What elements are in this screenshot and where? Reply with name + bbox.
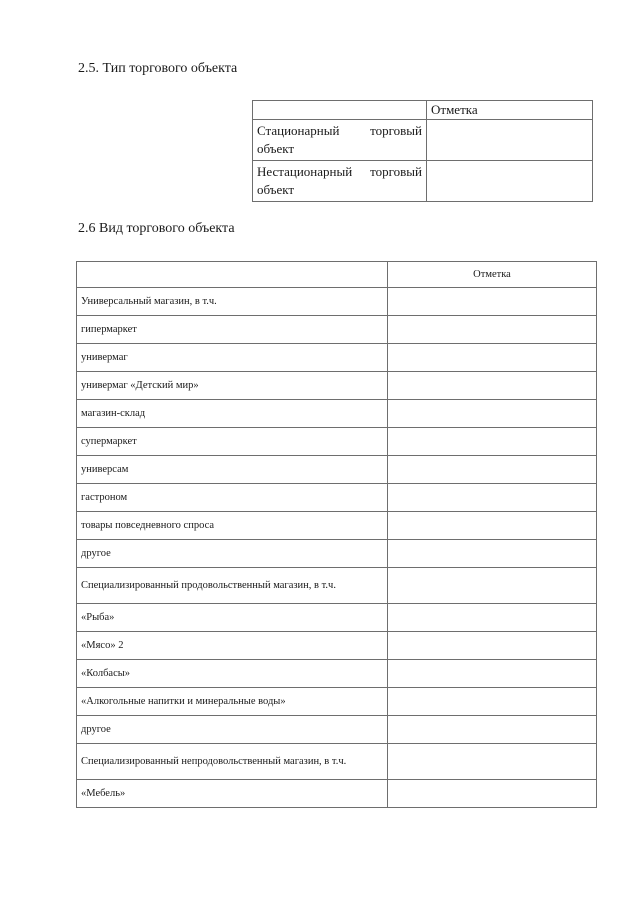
row-label: «Мясо» 2 bbox=[77, 632, 388, 660]
table-row bbox=[77, 288, 597, 316]
row-label: универсам bbox=[77, 456, 388, 484]
table-row bbox=[77, 688, 597, 716]
table-row bbox=[77, 716, 597, 744]
mark-cell[interactable] bbox=[388, 484, 597, 512]
mark-cell[interactable] bbox=[388, 716, 597, 744]
mark-cell[interactable] bbox=[388, 512, 597, 540]
table-row bbox=[77, 372, 597, 400]
mark-cell[interactable] bbox=[388, 456, 597, 484]
mark-cell[interactable] bbox=[427, 120, 593, 161]
row-label: Универсальный магазин, в т.ч. bbox=[77, 288, 388, 316]
mark-cell[interactable] bbox=[388, 780, 597, 808]
row-label: универмаг «Детский мир» bbox=[77, 372, 388, 400]
row-label: Специализированный непродовольственный магазин, в т.ч. bbox=[77, 744, 388, 780]
mark-cell[interactable] bbox=[388, 400, 597, 428]
table-row bbox=[77, 660, 597, 688]
table-row bbox=[253, 120, 593, 161]
row-label: магазин-склад bbox=[77, 400, 388, 428]
row-label: гипермаркет bbox=[77, 316, 388, 344]
mark-cell[interactable] bbox=[388, 372, 597, 400]
mark-cell[interactable] bbox=[427, 161, 593, 202]
table-row bbox=[77, 428, 597, 456]
row-label: «Рыба» bbox=[77, 604, 388, 632]
mark-cell[interactable] bbox=[388, 604, 597, 632]
table-row bbox=[77, 780, 597, 808]
table-row bbox=[253, 161, 593, 202]
row-label: Стационарный торговый объект bbox=[253, 120, 427, 161]
table-header-row bbox=[253, 101, 593, 120]
row-label: супермаркет bbox=[77, 428, 388, 456]
table-row bbox=[77, 632, 597, 660]
header-empty-cell bbox=[253, 101, 427, 120]
mark-cell[interactable] bbox=[388, 744, 597, 780]
header-empty-cell bbox=[77, 262, 388, 288]
mark-cell[interactable] bbox=[388, 428, 597, 456]
mark-cell[interactable] bbox=[388, 288, 597, 316]
mark-cell[interactable] bbox=[388, 316, 597, 344]
table-row bbox=[77, 604, 597, 632]
table-header-row bbox=[77, 262, 597, 288]
section-2-5-heading: 2.5. Тип торгового объекта bbox=[78, 61, 238, 76]
row-label: «Мебель» bbox=[77, 780, 388, 808]
mark-cell[interactable] bbox=[388, 688, 597, 716]
row-label: гастроном bbox=[77, 484, 388, 512]
row-label: другое bbox=[77, 540, 388, 568]
row-label: «Алкогольные напитки и минеральные воды» bbox=[77, 688, 388, 716]
table-row bbox=[77, 540, 597, 568]
table-row bbox=[77, 316, 597, 344]
table-row bbox=[77, 568, 597, 604]
table-row bbox=[77, 344, 597, 372]
store-type-table bbox=[252, 100, 593, 202]
table-row bbox=[77, 512, 597, 540]
row-label: Специализированный продовольственный магазин, в т.ч. bbox=[77, 568, 388, 604]
mark-column-header: Отметка bbox=[427, 101, 593, 120]
row-label: Нестационарный торговый объект bbox=[253, 161, 427, 202]
table-row bbox=[77, 456, 597, 484]
row-label: «Колбасы» bbox=[77, 660, 388, 688]
mark-cell[interactable] bbox=[388, 660, 597, 688]
row-label: универмаг bbox=[77, 344, 388, 372]
section-2-6-heading: 2.6 Вид торгового объекта bbox=[78, 221, 235, 236]
mark-cell[interactable] bbox=[388, 632, 597, 660]
table-row bbox=[77, 400, 597, 428]
mark-cell[interactable] bbox=[388, 344, 597, 372]
row-label: товары повседневного спроса bbox=[77, 512, 388, 540]
row-label: другое bbox=[77, 716, 388, 744]
mark-column-header: Отметка bbox=[388, 262, 597, 288]
table-row bbox=[77, 484, 597, 512]
mark-cell[interactable] bbox=[388, 568, 597, 604]
table-row bbox=[77, 744, 597, 780]
mark-cell[interactable] bbox=[388, 540, 597, 568]
store-kind-table bbox=[76, 261, 597, 808]
